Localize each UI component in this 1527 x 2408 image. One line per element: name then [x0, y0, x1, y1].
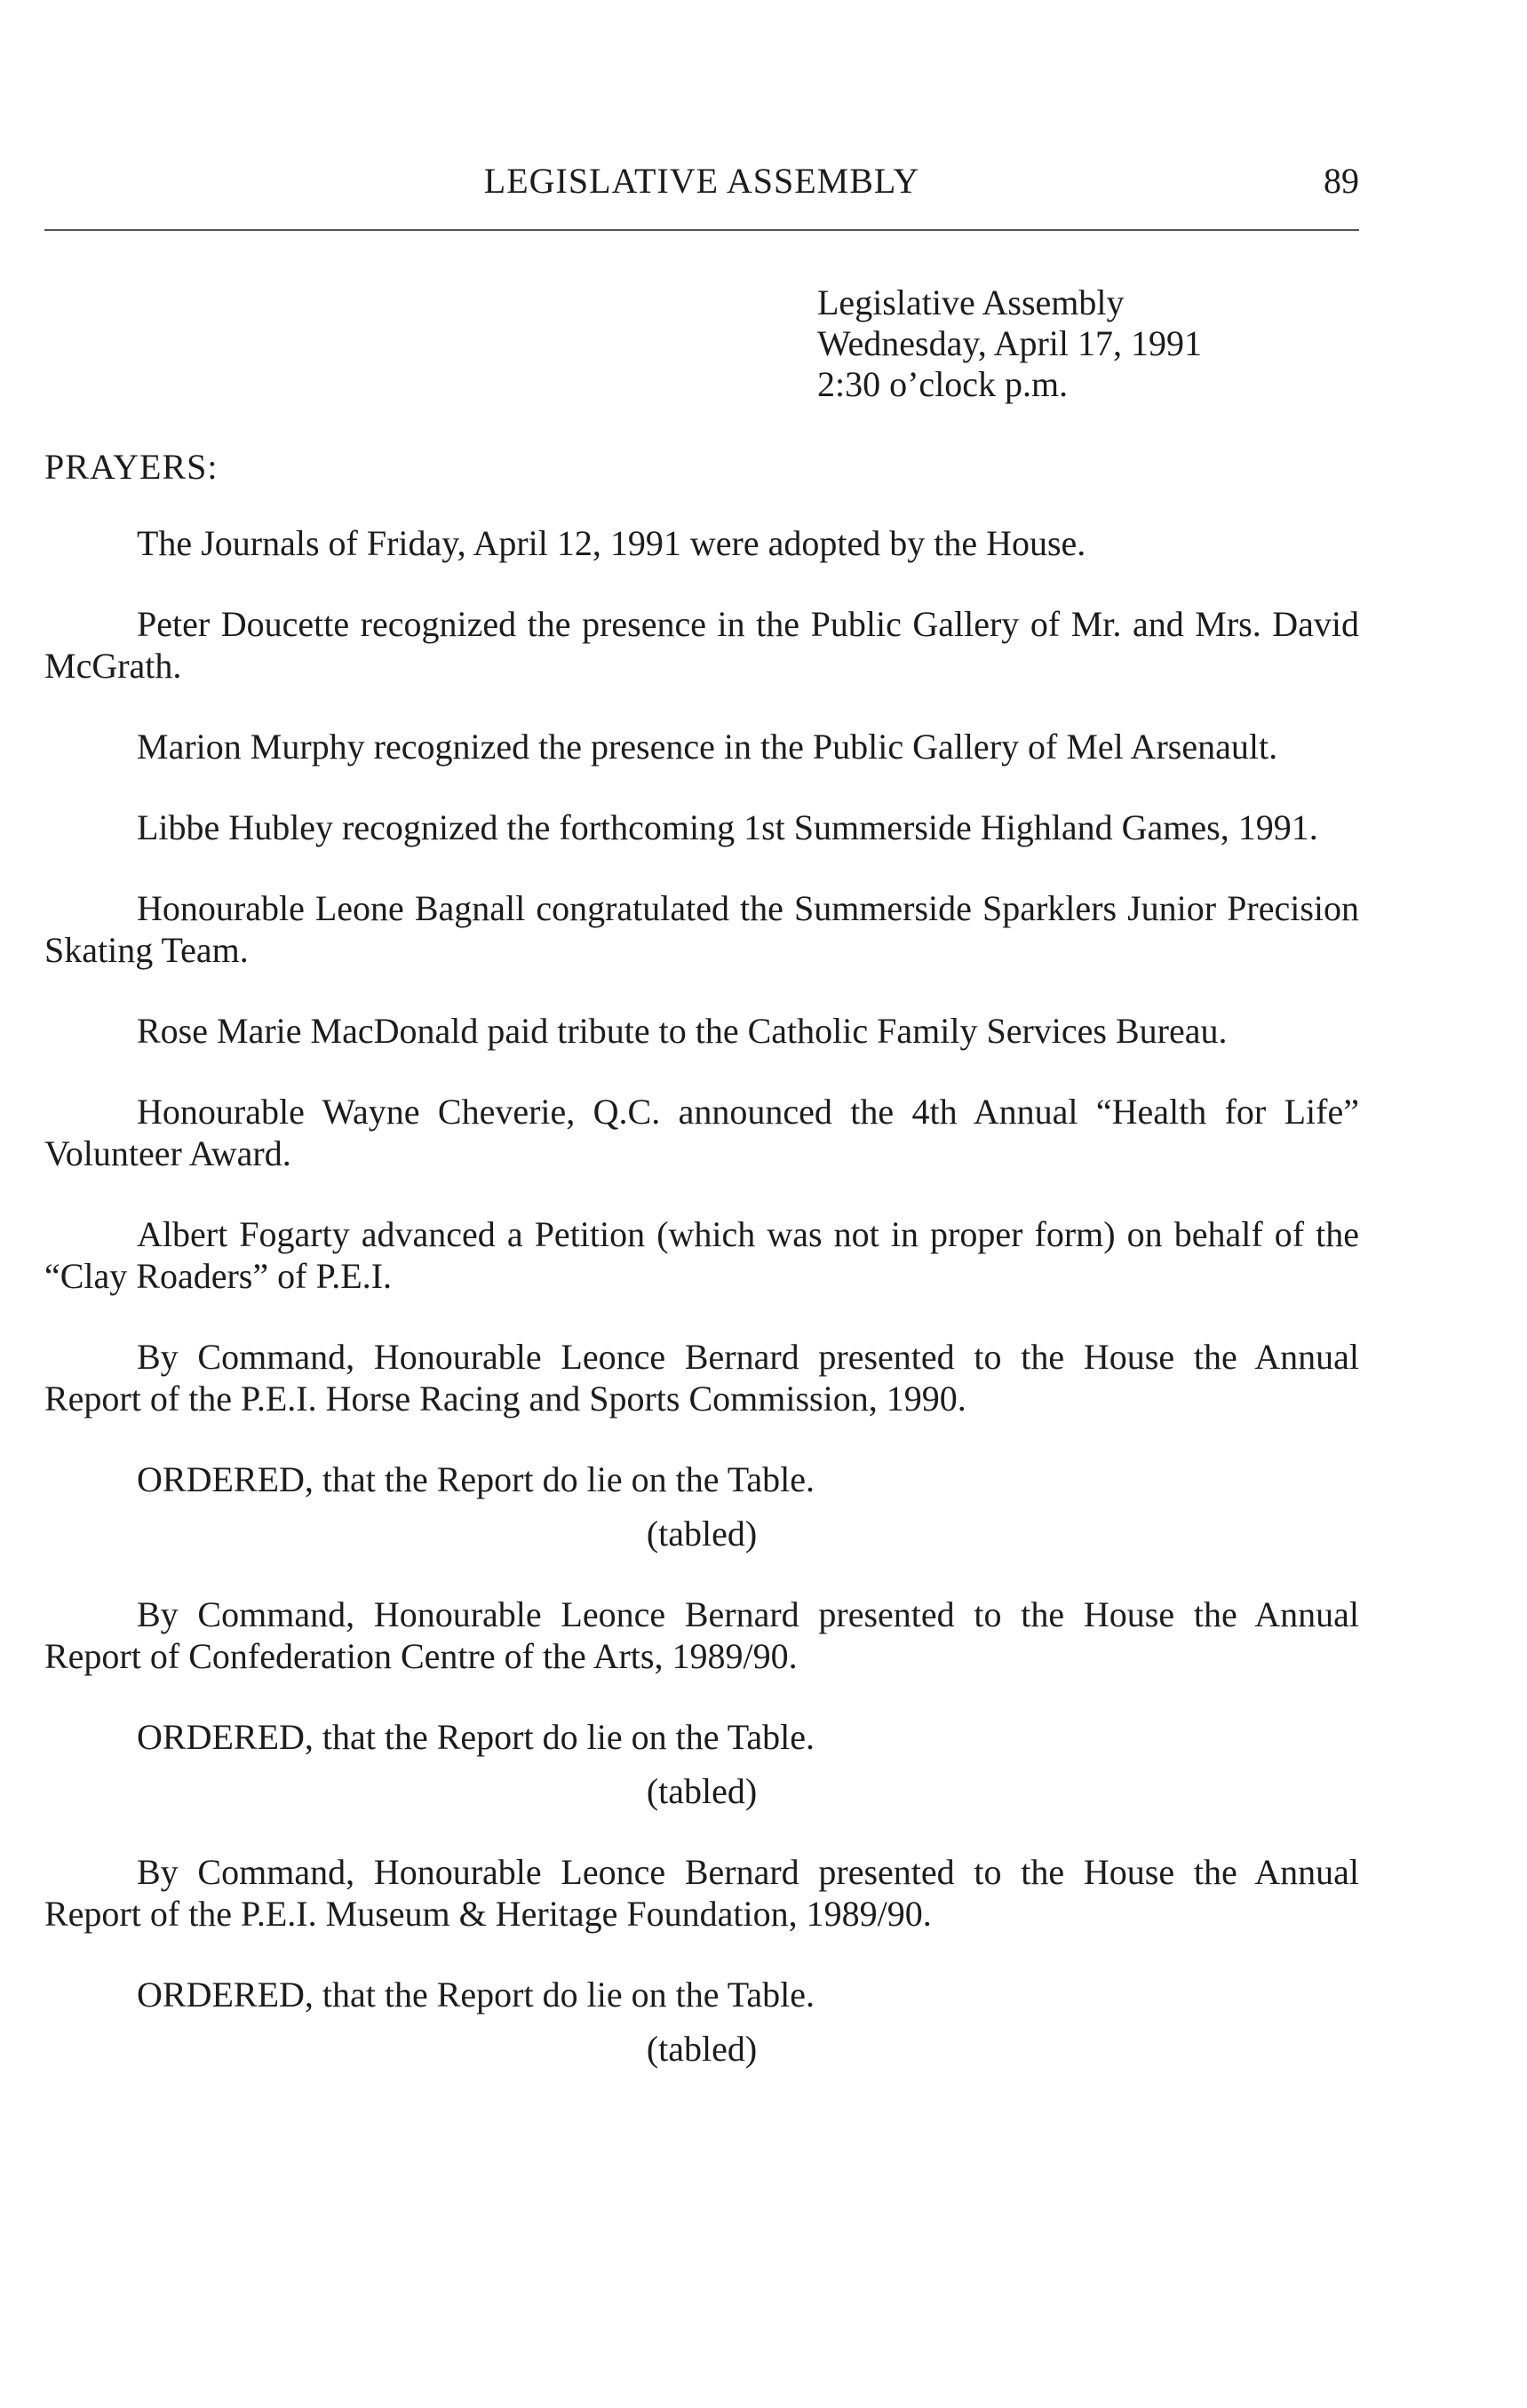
- journal-entry: Honourable Leone Bagnall congratulated the Summerside Sparklers Junior Precision Skating Team.: [44, 888, 1359, 970]
- ordered-entry: ORDERED, that the Report do lie on the Table.: [137, 1717, 815, 1757]
- journal-entry: Libbe Hubley recognized the forthcoming 1st Summerside Highland Games, 1991.: [137, 807, 1318, 847]
- section-heading: PRAYERS:: [44, 447, 219, 487]
- journal-entry: By Command, Honourable Leonce Bernard presented to the House the Annual Report of Confederation Centre of the Arts, 1989/90.: [44, 1594, 1359, 1676]
- ordered-entry: ORDERED, that the Report do lie on the Table.: [137, 1975, 815, 2015]
- dateline-time: 2:30 o’clock p.m.: [817, 364, 1069, 404]
- page-number: 89: [1324, 161, 1359, 201]
- tabled-note: (tabled): [646, 2029, 758, 2069]
- document-page: [44, 0, 1359, 2408]
- running-header: [44, 160, 1359, 204]
- dateline-date: Wednesday, April 17, 1991: [817, 323, 1203, 363]
- dateline: [817, 282, 1202, 405]
- journal-entry: Peter Doucette recognized the presence in the Public Gallery of Mr. and Mrs. David McGrath.: [44, 604, 1359, 686]
- journal-entry: Rose Marie MacDonald paid tribute to the Catholic Family Services Bureau.: [137, 1011, 1228, 1051]
- journal-entry: Honourable Wayne Cheverie, Q.C. announced the 4th Annual “Health for Life” Volunteer Award.: [44, 1092, 1359, 1173]
- dateline-assembly: Legislative Assembly: [817, 282, 1125, 322]
- journal-entry: Marion Murphy recognized the presence in the Public Gallery of Mel Arsenault.: [137, 727, 1278, 767]
- header-rule: [44, 229, 1359, 231]
- tabled-note: (tabled): [646, 1771, 758, 1811]
- journal-body: [44, 522, 1359, 2109]
- journal-entry: By Command, Honourable Leonce Bernard presented to the House the Annual Report of the P.E.I. Museum & Heritage Foundation, 1989/90.: [44, 1852, 1359, 1934]
- tabled-note: (tabled): [646, 1514, 758, 1554]
- header-title: LEGISLATIVE ASSEMBLY: [483, 161, 920, 201]
- journal-entry: The Journals of Friday, April 12, 1991 were adopted by the House.: [137, 523, 1086, 563]
- journal-entry: Albert Fogarty advanced a Petition (which was not in proper form) on behalf of the “Clay Roaders” of P.E.I.: [44, 1214, 1359, 1296]
- journal-entry: By Command, Honourable Leonce Bernard presented to the House the Annual Report of the P.E.I. Horse Racing and Sports Commission, 1990.: [44, 1337, 1359, 1419]
- ordered-entry: ORDERED, that the Report do lie on the Table.: [137, 1459, 815, 1499]
